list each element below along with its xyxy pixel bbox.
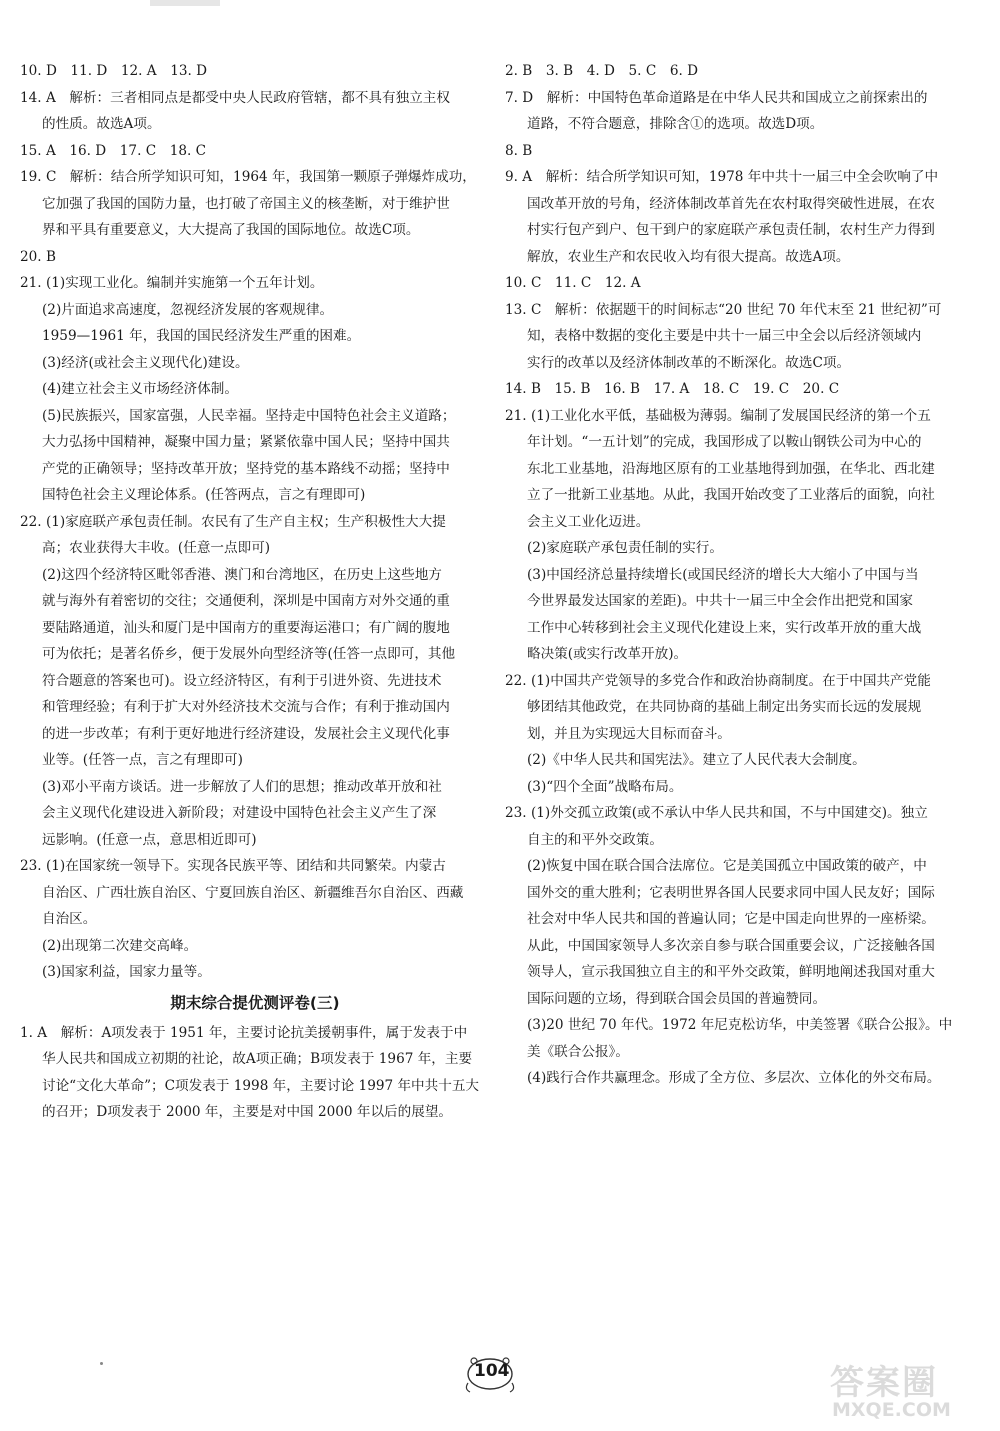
answer-line: 和管理经验；有利于扩大对外经济技术交流与合作；有利于推动国内 <box>42 699 450 715</box>
answer-line: 高；农业获得大丰收。(任意一点即可) <box>42 540 271 556</box>
page-number: 104 <box>474 1361 510 1381</box>
answer-line: 自治区、广西壮族自治区、宁夏回族自治区、新疆维吾尔自治区、西藏 <box>42 884 464 901</box>
answer-line: (5)民族振兴，国家富强，人民幸福。坚持走中国特色社会主义道路； <box>42 407 456 424</box>
answer-line: 国外交的重大胜利；它表明世界各国人民要求同中国人民友好；国际 <box>527 884 935 901</box>
answer-line: 立了一批新工业基地。从此，我国开始改变了工业落后的面貌，向社 <box>527 487 935 503</box>
answer-line: 自治区。 <box>42 911 97 927</box>
answer-line: 会主义工业化迈进。 <box>527 513 650 530</box>
answer-line: (4)建立社会主义市场经济体制。 <box>42 381 238 397</box>
answer-line: (3)邓小平南方谈话。进一步解放了人们的思想；推动改革开放和社 <box>42 778 442 795</box>
answer-line: 15. A 16. D 17. C 18. C <box>20 142 207 159</box>
answer-line: 22. (1)中国共产党领导的多党合作和政治协商制度。在于中国共产党能 <box>505 672 931 689</box>
answer-line: 1959—1961 年，我国的国民经济发生严重的困难。 <box>42 328 361 344</box>
right-column <box>505 58 975 1092</box>
answer-line: 远影响。(任意一点，意思相近即可) <box>42 831 257 848</box>
answer-line: 从此，中国国家领导人多次亲自参与联合国重要会议，广泛接触各国 <box>527 937 935 954</box>
watermark-bottom-text: MXQE.COM <box>832 1399 951 1421</box>
answer-line: 符合题意的答案也可)。设立经济特区，有利于引进外资、先进技术 <box>42 672 442 689</box>
answer-line: 业等。(任答一点，言之有理即可) <box>42 752 243 768</box>
answer-line: 7. D 解析：中国特色革命道路是在中华人民共和国成立之前探索出的 <box>505 89 928 106</box>
answer-line: 解放，农业生产和农民收入均有很大提高。故选A项。 <box>527 248 850 265</box>
answer-line: 界和平具有重要意义，大大提高了我国的国际地位。故选C项。 <box>42 222 420 238</box>
scan-speck <box>100 1362 103 1365</box>
answer-line: 知，表格中数据的变化主要是中共十一届三中全会以后经济领域内 <box>527 328 922 344</box>
section-title: 期末综合提优测评卷(三) <box>170 993 340 1012</box>
answer-line: 的进一步改革；有利于更好地进行经济建设，发展社会主义现代化事 <box>42 725 450 742</box>
answer-line: 19. C 解析：结合所学知识可知，1964 年，我国第一颗原子弹爆炸成功， <box>20 169 476 185</box>
answer-line: 村实行包产到户、包干到户的家庭联产承包责任制，农村生产力得到 <box>527 222 935 238</box>
answer-line: 年计划。“一五计划”的完成，我国形成了以鞍山钢铁公司为中心的 <box>527 434 922 450</box>
answer-line: (3)经济(或社会主义现代化)建设。 <box>42 354 249 371</box>
answer-line: (3)20 世纪 70 年代。1972 年尼克松访华，中美签署《联合公报》。中 <box>527 1017 953 1033</box>
answer-line: 国际问题的立场，得到联合国会员国的普遍赞同。 <box>527 990 827 1007</box>
answer-line: 2. B 3. B 4. D 5. C 6. D <box>505 63 699 79</box>
answer-line: (2)出现第二次建交高峰。 <box>42 937 198 954</box>
answer-line: 华人民共和国成立初期的社论，故A项正确；B项发表于 1967 年，主要 <box>42 1051 473 1067</box>
page-number-badge <box>462 1353 522 1395</box>
answer-line: 可为依托；是著名侨乡，便于发展外向型经济等(任答一点即可，其他 <box>42 646 456 662</box>
answer-line: 要陆路通道，汕头和厦门是中国南方的重要海运港口；有广阔的腹地 <box>42 619 450 636</box>
answer-line: 14. B 15. B 16. B 17. A 18. C 19. C 20. C <box>505 381 840 397</box>
answer-line: 略决策(或实行改革开放)。 <box>527 646 688 662</box>
answer-line: 20. B <box>20 248 56 265</box>
answer-line: 国改革开放的号角，经济体制改革首先在农村取得突破性进展，在农 <box>527 195 935 212</box>
answer-line: 9. A 解析：结合所学知识可知，1978 年中共十一届三中全会吹响了中 <box>505 169 939 185</box>
answer-line: (2)《中华人民共和国宪法》。建立了人民代表大会制度。 <box>527 752 866 768</box>
answer-line: (2)家庭联产承包责任制的实行。 <box>527 540 723 556</box>
top-scan-mark <box>150 0 220 6</box>
answer-line: 21. (1)实现工业化。编制并实施第一个五年计划。 <box>20 275 324 291</box>
answer-line: 23. (1)外交孤立政策(或不承认中华人民共和国，不与中国建交)。独立 <box>505 805 928 821</box>
answer-line: 13. C 解析：依据题干的时间标志“20 世纪 70 年代末至 21 世纪初”可 <box>505 301 942 318</box>
watermark-top-text: 答案圈 <box>830 1363 938 1403</box>
answer-line: 10. D 11. D 12. A 13. D <box>20 63 208 79</box>
answer-line: (4)践行合作共赢理念。形成了全方位、多层次、立体化的外交布局。 <box>527 1070 941 1086</box>
answer-line: 8. B <box>505 142 533 159</box>
answer-line: 23. (1)在国家统一领导下。实现各民族平等、团结和共同繁荣。内蒙古 <box>20 858 446 874</box>
answer-line: 产党的正确领导；坚持改革开放；坚持党的基本路线不动摇；坚持中 <box>42 460 450 477</box>
answer-line: 今世界最发达国家的差距)。中共十一届三中全会作出把党和国家 <box>527 593 913 609</box>
answer-line: 会主义现代化建设进入新阶段；对建设中国特色社会主义产生了深 <box>42 805 437 821</box>
answer-line: 实行的改革以及经济体制改革的不断深化。故选C项。 <box>527 354 851 371</box>
answer-line: 讨论“文化大革命”；C项发表于 1998 年，主要讨论 1997 年中共十五大 <box>42 1077 480 1094</box>
watermark-logo <box>830 1355 990 1425</box>
answer-line: 社会对中华人民共和国的普遍认同；它是中国走向世界的一座桥梁。 <box>527 911 935 927</box>
answer-line: 道路，不符合题意，排除含①的选项。故选D项。 <box>527 116 824 132</box>
answer-line: 它加强了我国的国防力量，也打破了帝国主义的核垄断，对于维护世 <box>42 195 450 212</box>
answer-line: 够团结其他政党，在共同协商的基础上制定出务实而长远的发展规 <box>527 699 922 715</box>
answer-line: (3)中国经济总量持续增长(或国民经济的增长大大缩小了中国与当 <box>527 566 919 583</box>
answer-line: 工作中心转移到社会主义现代化建设上来，实行改革开放的重大战 <box>527 619 922 636</box>
answer-line: 领导人，宣示我国独立自主的和平外交政策，鲜明地阐述我国对重大 <box>527 964 935 980</box>
answer-line: (3)“四个全面”战略布局。 <box>527 778 683 795</box>
answer-line: 21. (1)工业化水平低，基础极为薄弱。编制了发展国民经济的第一个五 <box>505 407 931 424</box>
answer-line: 1. A 解析：A项发表于 1951 年，主要讨论抗美援朝事件，属于发表于中 <box>20 1024 468 1041</box>
answer-line: (2)这四个经济特区毗邻香港、澳门和台湾地区，在历史上这些地方 <box>42 566 442 583</box>
answer-line: 的性质。故选A项。 <box>42 116 161 132</box>
answer-line: 的召开；D项发表于 2000 年，主要是对中国 2000 年以后的展望。 <box>42 1104 453 1120</box>
answer-line: 大力弘扬中国精神，凝聚中国力量；紧紧依靠中国人民；坚持中国共 <box>42 434 450 450</box>
answer-line: 自主的和平外交政策。 <box>527 831 663 848</box>
answer-line: 10. C 11. C 12. A <box>505 275 641 291</box>
answer-line: 就与海外有着密切的交往；交通便利，深圳是中国南方对外交通的重 <box>42 593 450 609</box>
answer-line: (2)恢复中国在联合国合法席位。它是美国孤立中国政策的破产，中 <box>527 858 927 874</box>
left-column <box>20 58 490 1126</box>
answer-line: 美《联合公报》。 <box>527 1043 629 1060</box>
answer-line: 22. (1)家庭联产承包责任制。农民有了生产自主权；生产积极性大大提 <box>20 513 446 530</box>
answer-line: (3)国家利益，国家力量等。 <box>42 964 211 980</box>
answer-line: 东北工业基地，沿海地区原有的工业基地得到加强，在华北、西北建 <box>527 460 935 477</box>
answer-line: 划，并且为实现远大目标而奋斗。 <box>527 725 731 742</box>
answer-line: (2)片面追求高速度，忽视经济发展的客观规律。 <box>42 301 334 318</box>
answer-line: 国特色社会主义理论体系。(任答两点，言之有理即可) <box>42 487 366 503</box>
answer-line: 14. A 解析：三者相同点是都受中央人民政府管辖，都不具有独立主权 <box>20 89 450 106</box>
